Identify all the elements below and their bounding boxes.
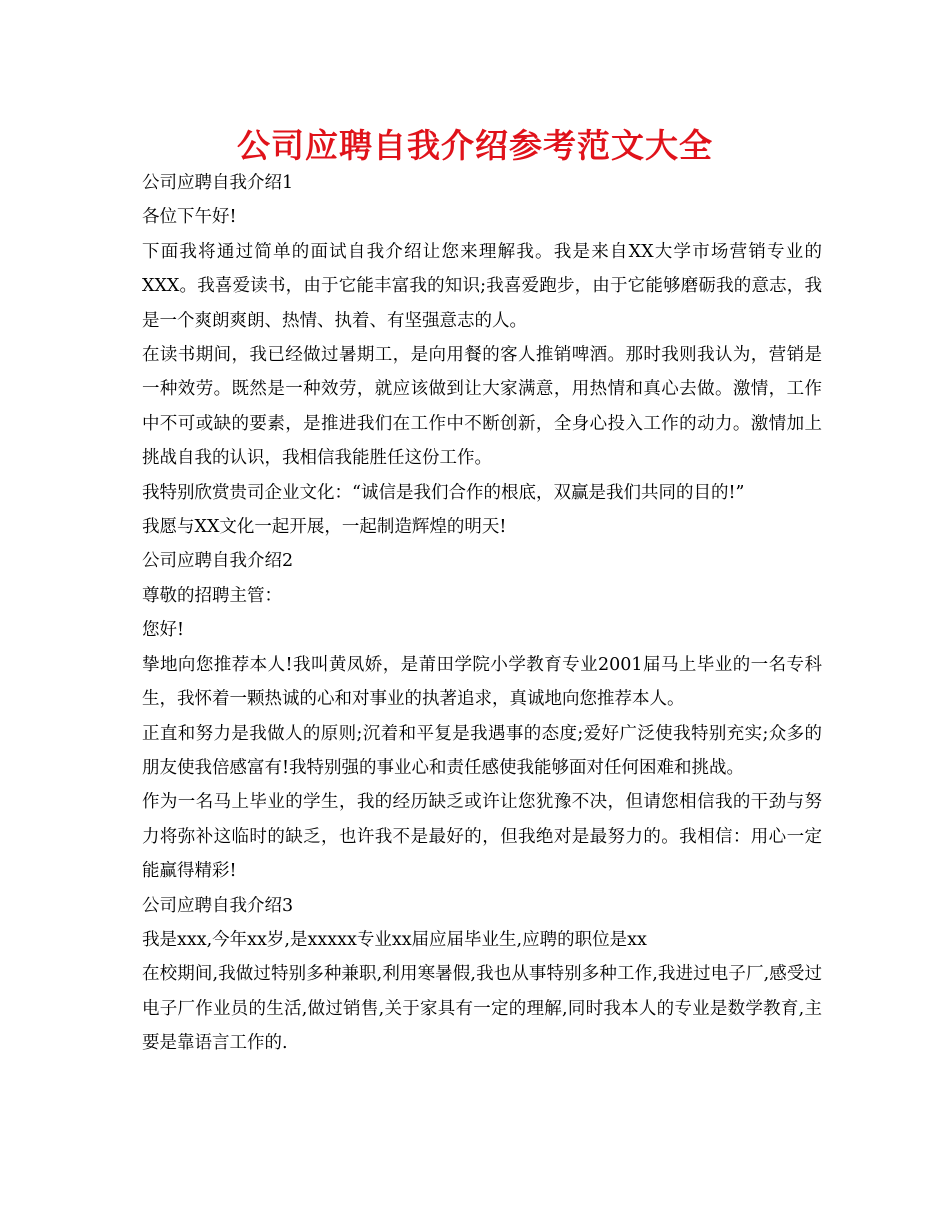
paragraph: 在校期间,我做过特别多种兼职,利用寒暑假,我也从事特别多种工作,我进过电子厂,感受过电子厂作业员的生活,做过销售,关于家具有一定的理解,同时我本人的专业是数学教育,主要是靠语言工作的.	[142, 964, 822, 1054]
document-title: 公司应聘自我介绍参考范文大全	[237, 126, 713, 165]
paragraph: 我是xxx,今年xx岁,是xxxxx专业xx届应届毕业生,应聘的职位是xx	[142, 929, 647, 950]
paragraph: 作为一名马上毕业的学生，我的经历缺乏或许让您犹豫不决，但请您相信我的干劲与努力将弥补这临时的缺乏，也许我不是最好的，但我绝对是最努力的。我相信：用心一定能赢得精彩!	[142, 792, 822, 882]
paragraph: 挚地向您推荐本人!我叫黄凤娇，是莆田学院小学教育专业2001届马上毕业的一名专科生，我怀着一颗热诚的心和对事业的执著追求，真诚地向您推荐本人。	[142, 654, 822, 710]
paragraph: 下面我将通过简单的面试自我介绍让您来理解我。我是来自XX大学市场营销专业的XXX。我喜爱读书，由于它能丰富我的知识;我喜爱跑步，由于它能够磨砺我的意志，我是一个爽朗爽朗、热情、执着、有坚强意志的人。	[142, 241, 822, 331]
paragraph: 在读书期间，我已经做过暑期工，是向用餐的客人推销啤酒。那时我则我认为，营销是一种效劳。既然是一种效劳，就应该做到让大家满意，用热情和真心去做。激情，工作中不可或缺的要素，是推进我们在工作中不断创新，全身心投入工作的动力。激情加上挑战自我的认识，我相信我能胜任这份工作。	[142, 345, 822, 469]
section-heading: 公司应聘自我介绍1	[142, 173, 294, 193]
paragraph: 正直和努力是我做人的原则;沉着和平复是我遇事的态度;爱好广泛使我特别充实;众多的朋友使我倍感富有!我特别强的事业心和责任感使我能够面对任何困难和挑战。	[142, 723, 822, 778]
paragraph: 我愿与XX文化一起开展，一起制造辉煌的明天!	[142, 517, 507, 538]
section-heading: 公司应聘自我介绍2	[142, 551, 294, 572]
paragraph: 我特别欣赏贵司企业文化：“诚信是我们合作的根底，双赢是我们共同的目的!”	[142, 482, 745, 503]
document-body	[142, 166, 822, 1061]
greeting: 各位下午好!	[142, 207, 237, 228]
salutation: 尊敬的招聘主管：	[142, 585, 282, 606]
greeting: 您好!	[142, 620, 185, 641]
section-heading: 公司应聘自我介绍3	[142, 895, 294, 916]
